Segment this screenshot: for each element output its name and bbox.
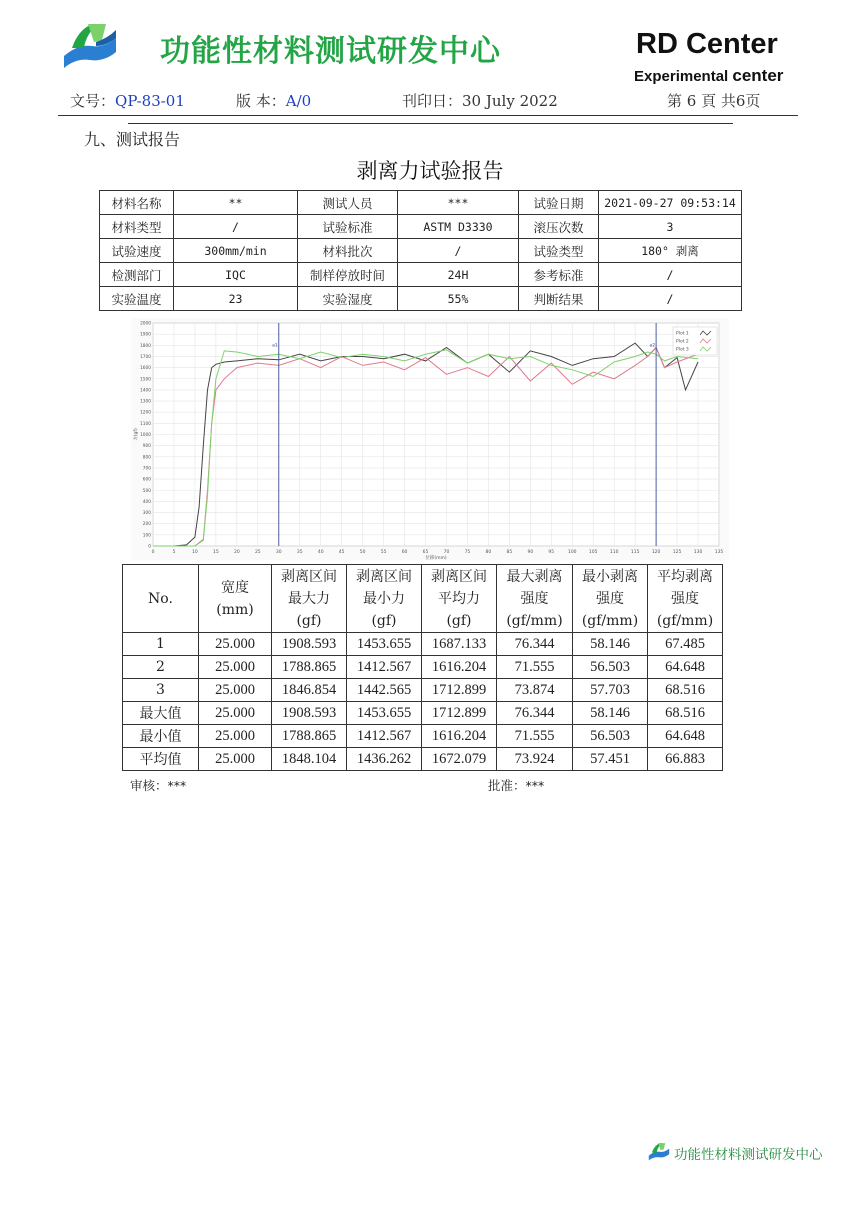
report-title: 剥离力试验报告 [356, 159, 504, 183]
results-row [123, 679, 723, 702]
results-row-label: 最大值 [123, 702, 199, 725]
info-label: 滚压次数 [519, 215, 599, 239]
results-cell: 1712.899 [422, 679, 497, 702]
x-tick-label: 30 [275, 550, 282, 555]
print-date-label: 刊印日： [402, 92, 463, 110]
results-header-line: (gf) [296, 612, 322, 629]
y-tick-label: 1300 [140, 399, 151, 405]
y-tick-label: 400 [142, 499, 151, 505]
results-row-label: 1 [123, 633, 199, 656]
x-tick-label: 35 [296, 550, 303, 555]
y-tick-label: 600 [142, 477, 151, 483]
results-header-line: (mm) [216, 601, 254, 618]
results-cell: 1788.865 [272, 725, 347, 748]
test-info-table [99, 190, 742, 311]
info-label: 材料批次 [298, 239, 398, 263]
y-tick-label: 200 [142, 522, 151, 528]
results-header-line: (gf) [371, 612, 397, 629]
info-row [100, 215, 742, 239]
results-cell: 64.648 [648, 656, 723, 679]
results-cell: 1687.133 [422, 633, 497, 656]
info-row [100, 191, 742, 215]
info-label: 检测部门 [100, 263, 174, 287]
results-header-line: 最大剥离 [506, 568, 563, 585]
info-label: 测试人员 [298, 191, 398, 215]
info-row [100, 287, 742, 311]
x-tick-label: 20 [233, 550, 240, 555]
version-label: 版 本： [236, 92, 286, 110]
legend-label: Plot 3 [676, 347, 689, 353]
results-header-line: (gf/mm) [656, 612, 714, 629]
info-row [100, 263, 742, 287]
experimental-center-subtitle [634, 66, 783, 86]
version-value: A/0 [285, 92, 312, 110]
results-cell: 1412.567 [347, 656, 422, 679]
results-cell: 67.485 [648, 633, 723, 656]
results-cell: 1453.655 [347, 702, 422, 725]
results-cell: 1616.204 [422, 725, 497, 748]
info-value: 2021-09-27 09:53:14 [599, 191, 742, 215]
results-cell: 58.146 [573, 633, 648, 656]
results-row [123, 656, 723, 679]
results-header [648, 565, 723, 633]
results-cell: 25.000 [199, 725, 272, 748]
print-date [402, 90, 558, 111]
results-header-line: No. [148, 590, 173, 607]
info-value: 180° 剥离 [599, 239, 742, 263]
x-tick-label: 135 [714, 550, 724, 555]
doc-number-label: 文号： [70, 92, 116, 110]
results-header-line: 最小力 [363, 590, 405, 607]
results-row [123, 633, 723, 656]
y-tick-label: 1500 [140, 377, 151, 383]
y-tick-label: 700 [142, 466, 151, 472]
info-value: 300mm/min [174, 239, 298, 263]
info-value: / [599, 287, 742, 311]
results-cell: 1436.262 [347, 748, 422, 771]
results-row-label: 平均值 [123, 748, 199, 771]
results-cell: 56.503 [573, 725, 648, 748]
results-cell: 68.516 [648, 679, 723, 702]
results-cell: 1672.079 [422, 748, 497, 771]
info-value: 3 [599, 215, 742, 239]
results-row-label: 3 [123, 679, 199, 702]
y-tick-label: 100 [142, 533, 151, 539]
info-value: / [174, 215, 298, 239]
y-tick-label: 2000 [140, 321, 151, 327]
results-header-line: (gf/mm) [506, 612, 563, 629]
x-tick-label: 90 [527, 550, 534, 555]
y-tick-label: 1400 [140, 388, 151, 394]
results-header [123, 565, 199, 633]
results-cell: 76.344 [497, 702, 573, 725]
results-header-line: 强度 [520, 590, 549, 607]
results-row-label: 最小值 [123, 725, 199, 748]
results-cell: 25.000 [199, 679, 272, 702]
x-tick-label: 10 [192, 550, 198, 555]
results-cell: 58.146 [573, 702, 648, 725]
x-tick-label: 80 [485, 550, 492, 555]
results-row-label: 2 [123, 656, 199, 679]
y-axis-label: 力(gf) [134, 428, 139, 441]
x-tick-label: 105 [588, 550, 598, 555]
x-tick-label: 65 [422, 550, 429, 555]
x-tick-label: 40 [317, 550, 324, 555]
approver-signature: 批准：*** [488, 778, 545, 793]
y-tick-label: 1800 [140, 343, 151, 349]
y-tick-label: 1000 [140, 433, 151, 438]
info-value: / [398, 239, 519, 263]
section-heading: 九、测试报告 [84, 130, 181, 149]
results-cell: 71.555 [497, 656, 573, 679]
info-label: 材料类型 [100, 215, 174, 239]
y-tick-label: 1600 [140, 366, 151, 372]
results-header [199, 565, 272, 633]
results-cell: 1453.655 [347, 633, 422, 656]
results-header-line: 强度 [671, 590, 699, 607]
footer-org-name: 功能性材料测试研发中心 [674, 1147, 823, 1163]
results-cell: 57.451 [573, 748, 648, 771]
results-cell: 25.000 [199, 656, 272, 679]
x-tick-label: 115 [630, 550, 640, 555]
x-tick-label: 85 [506, 550, 513, 555]
results-cell: 25.000 [199, 748, 272, 771]
header-divider-inner [128, 123, 733, 124]
x-tick-label: 75 [464, 550, 471, 555]
results-cell: 1848.104 [272, 748, 347, 771]
x-tick-label: 0 [151, 550, 155, 555]
info-value: IQC [174, 263, 298, 287]
info-value: ASTM D3330 [398, 215, 519, 239]
results-header [347, 565, 422, 633]
legend-label: Plot 1 [676, 331, 689, 337]
results-cell: 1616.204 [422, 656, 497, 679]
peel-force-chart [131, 318, 729, 560]
results-header-line: 平均剥离 [657, 568, 713, 585]
info-label: 参考标准 [519, 263, 599, 287]
results-table [122, 564, 723, 771]
y-tick-label: 1900 [140, 332, 151, 338]
info-value: 55% [398, 287, 519, 311]
results-header [573, 565, 648, 633]
info-label: 实验湿度 [298, 287, 398, 311]
range-marker-label: a1 [272, 343, 278, 349]
results-header [497, 565, 573, 633]
results-cell: 56.503 [573, 656, 648, 679]
org-logo-icon [646, 1140, 672, 1162]
range-marker-label: a2 [649, 343, 656, 349]
x-tick-label: 60 [401, 550, 408, 555]
experimental-word: Experimental [634, 68, 729, 85]
results-header-line: 最大力 [288, 590, 330, 607]
info-value: / [599, 263, 742, 287]
info-label: 试验类型 [519, 239, 599, 263]
results-cell: 1412.567 [347, 725, 422, 748]
x-tick-label: 120 [651, 550, 661, 555]
results-header-line: 剥离区间 [431, 568, 487, 585]
results-header [422, 565, 497, 633]
y-tick-label: 300 [142, 511, 151, 517]
info-label: 试验标准 [298, 215, 398, 239]
results-cell: 1788.865 [272, 656, 347, 679]
center-word: center [732, 66, 784, 85]
results-cell: 64.648 [648, 725, 723, 748]
info-label: 制样停放时间 [298, 263, 398, 287]
results-header-line: (gf) [446, 612, 472, 629]
results-cell: 1846.854 [272, 679, 347, 702]
y-tick-label: 500 [142, 488, 151, 494]
info-value: 23 [174, 287, 298, 311]
y-tick-label: 1100 [140, 421, 151, 427]
info-label: 实验温度 [100, 287, 174, 311]
results-cell: 25.000 [199, 702, 272, 725]
x-tick-label: 70 [443, 550, 450, 555]
y-tick-label: 0 [148, 544, 151, 550]
results-header-line: 最小剥离 [582, 568, 638, 585]
info-label: 判断结果 [519, 287, 599, 311]
rd-center-title: RD Center [636, 28, 778, 60]
x-axis-label: 位移(mm) [425, 556, 447, 560]
info-value: 24H [398, 263, 519, 287]
y-tick-label: 800 [142, 455, 151, 461]
info-value: ** [174, 191, 298, 215]
results-header-line: 宽度 [221, 579, 249, 596]
x-tick-label: 50 [359, 550, 366, 555]
results-cell: 1712.899 [422, 702, 497, 725]
info-label: 材料名称 [100, 191, 174, 215]
x-tick-label: 130 [693, 550, 703, 555]
y-tick-label: 1200 [140, 410, 151, 416]
reviewer-signature: 审核：*** [130, 778, 187, 793]
x-tick-label: 100 [567, 550, 577, 555]
results-row [123, 725, 723, 748]
results-cell: 68.516 [648, 702, 723, 725]
results-cell: 1442.565 [347, 679, 422, 702]
doc-number-value: QP-83-01 [115, 92, 185, 110]
results-header-line: 强度 [596, 590, 624, 607]
results-cell: 76.344 [497, 633, 573, 656]
x-tick-label: 15 [213, 550, 219, 555]
info-label: 试验速度 [100, 239, 174, 263]
x-tick-label: 5 [172, 550, 176, 555]
results-cell: 25.000 [199, 633, 272, 656]
results-header-line: 平均力 [438, 590, 480, 607]
header-divider [58, 115, 798, 116]
org-logo-icon [58, 16, 122, 72]
results-row [123, 748, 723, 771]
results-cell: 73.874 [497, 679, 573, 702]
results-cell: 66.883 [648, 748, 723, 771]
x-tick-label: 25 [254, 550, 261, 555]
doc-number [70, 90, 185, 111]
version [236, 90, 311, 111]
info-value: *** [398, 191, 519, 215]
results-header [272, 565, 347, 633]
results-header-line: 剥离区间 [356, 568, 412, 585]
results-header-line: 剥离区间 [281, 568, 337, 585]
org-title: 功能性材料测试研发中心 [160, 34, 501, 69]
x-tick-label: 110 [609, 550, 619, 555]
results-cell: 71.555 [497, 725, 573, 748]
results-cell: 73.924 [497, 748, 573, 771]
results-cell: 57.703 [573, 679, 648, 702]
x-tick-label: 125 [672, 550, 682, 555]
print-date-value: 30 July 2022 [462, 92, 558, 110]
y-tick-label: 900 [142, 444, 151, 450]
results-header-line: (gf/mm) [581, 612, 639, 629]
x-tick-label: 95 [548, 550, 555, 555]
x-tick-label: 45 [338, 550, 345, 555]
results-cell: 1908.593 [272, 633, 347, 656]
x-tick-label: 55 [380, 550, 387, 555]
info-label: 试验日期 [519, 191, 599, 215]
results-row [123, 702, 723, 725]
page-info: 第 6 頁 共6页 [667, 92, 761, 110]
legend-label: Plot 2 [676, 339, 689, 345]
results-cell: 1908.593 [272, 702, 347, 725]
info-row [100, 239, 742, 263]
y-tick-label: 1700 [140, 354, 151, 360]
